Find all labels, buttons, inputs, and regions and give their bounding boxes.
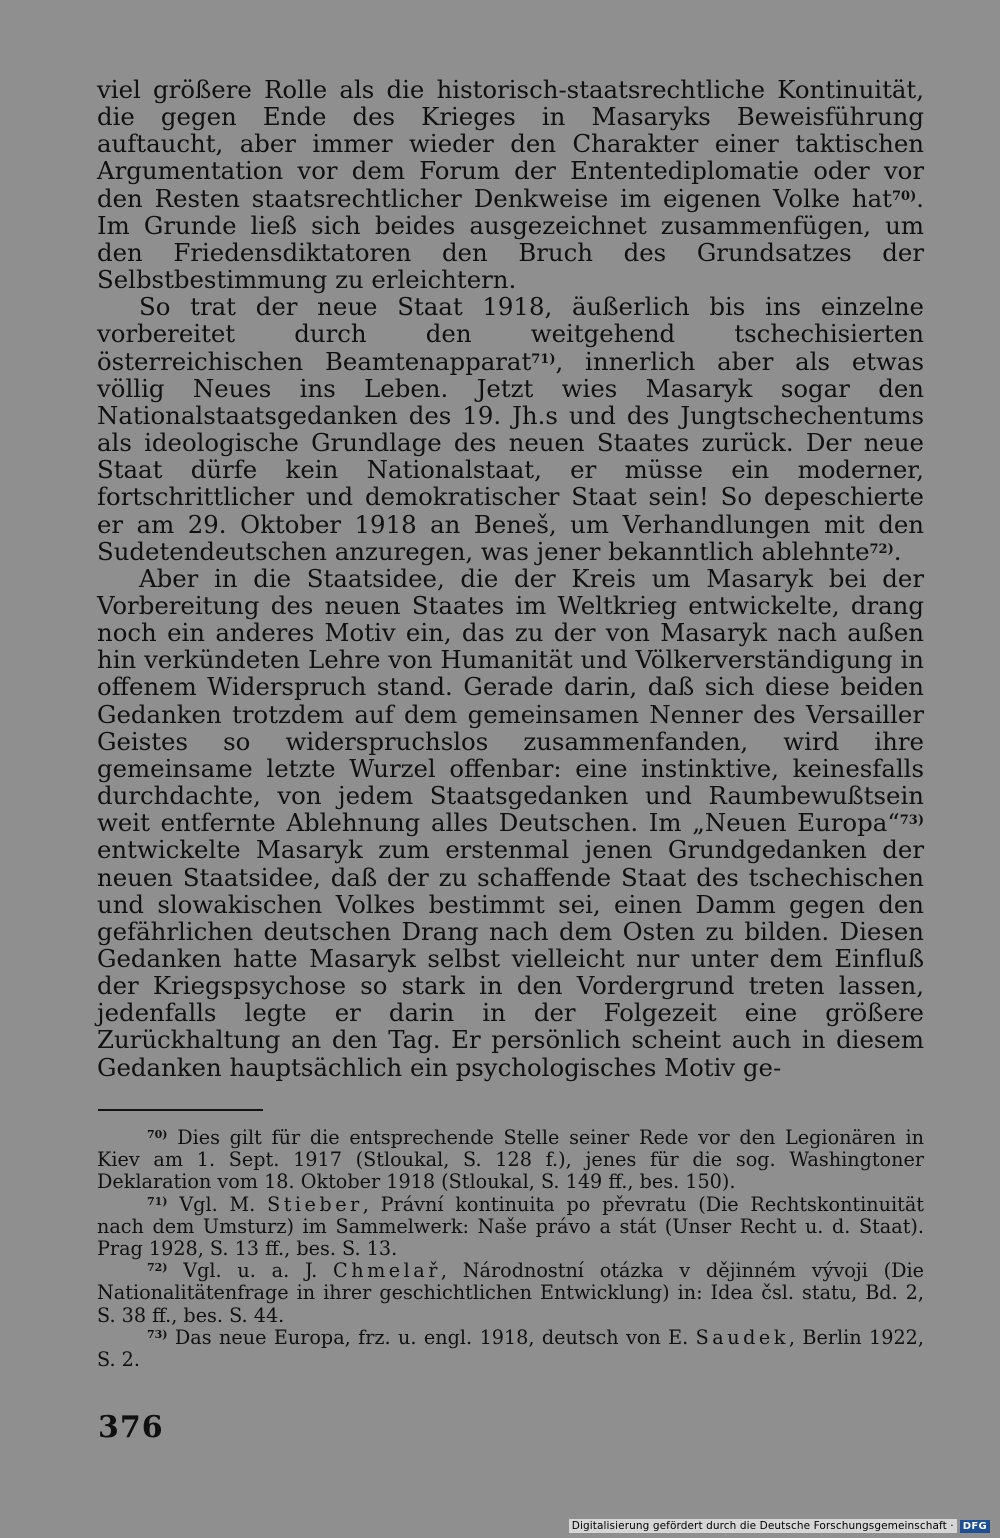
footnotes <box>97 1127 924 1371</box>
footnote-reference: 71) <box>531 351 556 367</box>
text-run: , Národnostní otázka v dějinném vývoji (Die Nationalitätenfrage in ihrer geschichtlichen Entwicklung) in: Idea čsl. statu, Bd. 2, S. 38 ff., bes. S. 44. <box>97 1259 924 1327</box>
body-text <box>97 76 924 1081</box>
author-name: Saudek <box>695 1325 789 1349</box>
credit-text: Digitalisierung gefördert durch die Deutsche Forschungsgemeinschaft · <box>569 1519 957 1533</box>
text-run: . <box>893 536 902 566</box>
paragraph-1 <box>97 76 924 293</box>
footnote-73 <box>97 1327 924 1371</box>
digitization-credit <box>569 1519 990 1533</box>
footnote-separator <box>98 1109 263 1111</box>
text-run: , Právní kontinuita po převratu (Die Rechtskontinuität nach dem Umsturz) im Sammelwerk: Naše právo a stát (Unser Recht u. d. Staat). Prag 1928, S. 13 ff., bes. S. 13. <box>97 1192 924 1261</box>
text-run: Vgl. M. <box>167 1192 268 1216</box>
text-run: viel größere Rolle als die historisch-staatsrechtliche Kontinuität, die gegen Ende des Krieges in Masaryks Beweisführung auftaucht, aber immer wieder den Charakter einer taktischen Argumentation vor dem Forum der Ententediplomatie oder vor den Resten staatsrechtlicher Denkweise im eigenen Volke hat <box>97 75 924 213</box>
footnote-71 <box>97 1194 924 1261</box>
paragraph-2 <box>97 293 924 565</box>
footnote-reference: 70) <box>891 188 917 204</box>
dfg-logo: DFG <box>960 1520 990 1533</box>
footnote-reference: 73) <box>899 813 924 829</box>
author-name: Chmelař <box>333 1259 441 1283</box>
text-run: entwickelte Masaryk zum erstenmal jenen Grundgedanken der neuen Staatsidee, daß der zu schaffende Staat des tschechischen und slowakischen Volkes bestimmt sei, einen Damm gegen den gefährlichen deutschen Drang nach dem Osten zu bilden. Diesen Gedanken hatte Masaryk selbst vielleicht nur unter dem Einfluß der Kriegspsychose so stark in den Vordergrund treten lassen, jedenfalls legte er darin in der Folgezeit eine größere Zurückhaltung an den Tag. Er persönlich scheint auch in diesem Gedanken hauptsächlich ein psychologisches Motiv ge- <box>97 835 924 1082</box>
text-run: Vgl. u. a. J. <box>167 1259 334 1283</box>
footnote-72 <box>97 1260 924 1327</box>
document-page <box>97 76 924 1081</box>
footnote-reference: 70) <box>147 1128 168 1141</box>
footnote-reference: 72) <box>147 1261 168 1275</box>
text-run: Das neue Europa, frz. u. engl. 1918, deutsch von E. <box>167 1325 696 1349</box>
text-run: . Im Grunde ließ sich beides ausgezeichnet zusammenfügen, um den Friedensdiktatoren den Bruch des Grundsatzes der Selbstbestimmung zu erleichtern. <box>97 183 924 295</box>
text-run: , innerlich aber als etwas völlig Neues ins Leben. Jetzt wies Masaryk sogar den Nationalstaatsgedanken des 19. Jh.s und des Jungtschechentums als ideologische Grundlage des neuen Staates zurück. Der neue Staat dürfe kein Nationalstaat, er müsse ein moderner, fortschrittlicher und demokratischer Staat sein! So depeschierte er am 29. Oktober 1918 an Beneš, um Verhandlungen mit den Sudetendeutschen anzuregen, was jener bekanntlich ablehnte <box>97 346 924 566</box>
footnote-70 <box>97 1127 924 1194</box>
footnote-reference: 72) <box>869 541 894 557</box>
paragraph-3 <box>97 565 924 1081</box>
text-run: Aber in die Staatsidee, die der Kreis um Masaryk bei der Vorbereitung des neuen Staates im Weltkrieg entwickelte, drang noch ein anderes Motiv ein, das zu der von Masaryk nach außen hin verkündeten Lehre von Humanität und Völkerverständigung in offenem Widerspruch stand. Gerade darin, daß sich diese beiden Gedanken trotzdem auf dem gemeinsamen Nenner des Versailler Geistes so widerspruchslos zusammenfanden, wird ihre gemeinsame letzte Wurzel offenbar: eine instinktive, keinesfalls durchdachte, von jedem Staatsgedanken und Raumbewußtsein weit entfernte Ablehnung alles Deutschen. Im „Neuen Europa“ <box>97 563 924 838</box>
footnote-reference: 73) <box>147 1327 168 1341</box>
author-name: Stieber <box>267 1192 363 1216</box>
page-number: 376 <box>98 1410 164 1445</box>
footnote-reference: 71) <box>147 1194 168 1208</box>
text-run: , Berlin 1922, S. 2. <box>97 1325 924 1372</box>
text-run: Dies gilt für die entsprechende Stelle seiner Rede vor den Legionären in Kiev am 1. Sept. 1917 (Stloukal, S. 128 f.), jenes für die sog. Washingtoner Deklaration vom 18. Oktober 1918 (Stloukal, S. 149 ff., bes. 150). <box>97 1126 924 1194</box>
text-run: So trat der neue Staat 1918, äußerlich bis ins einzelne vorbereitet durch den weitgehend tschechisierten österreichischen Beamtenapparat <box>97 292 924 376</box>
